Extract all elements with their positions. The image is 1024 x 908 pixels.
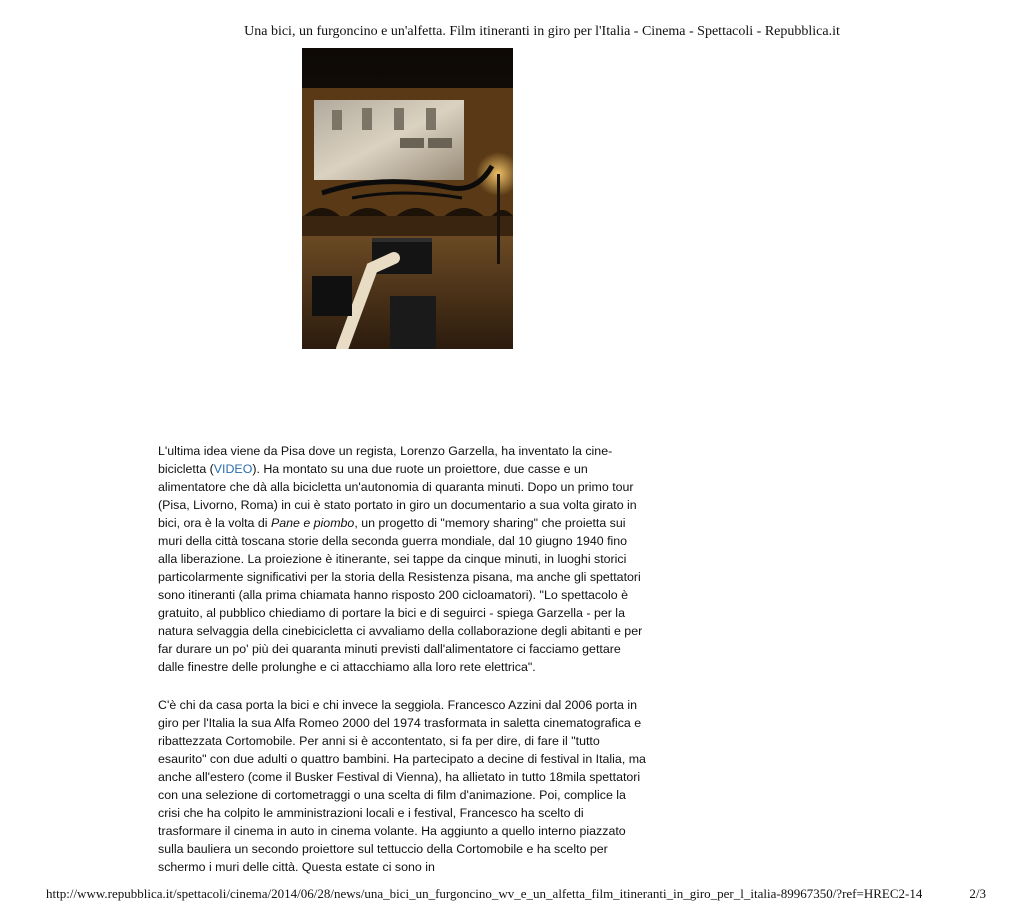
video-link[interactable]: VIDEO	[213, 462, 253, 476]
footer-url-link[interactable]: http://www.repubblica.it/spettacoli/cinema/2014/06/28/news/una_bici_un_furgoncino_wv_e_un_alfetta_film_itineranti_in_giro_per_l_italia-89967350/?ref=HREC2-14	[46, 886, 923, 901]
article-paragraph-2: C'è chi da casa porta la bici e chi invece la seggiola. Francesco Azzini dal 2006 porta in giro per l'Italia la sua Alfa Romeo 2000 del 1974 trasformata in saletta cinematografica e ribattezzata Cortomobile. Per anni si è accontentato, si fa per dire, di fare il "tutto esaurito" con due adulti o quattro bambini. Ha partecipato a decine di festival in Italia, ma anche all'estero (come il Busker Festival di Vienna), ha allietato in tutto 18mila spettatori con una selezione di cortometraggi o una scelta di film d'animazione. Poi, complice la crisi che ha colpito le amministrazioni locali e i festival, Francesco ha scelto di trasformare il cinema in auto in cinema volante. Ha aggiunto a quello interno piazzato sulla bauliera un secondo proiettore sul tettuccio della Cortomobile e ha scelto per schermo i muri delle città. Questa estate ci sono in	[158, 698, 646, 874]
page-number: 2/3	[969, 886, 986, 901]
article-photo	[302, 48, 513, 349]
work-title: Pane e piombo	[270, 516, 355, 530]
article-paragraph-1: L'ultima idea viene da Pisa dove un regista, Lorenzo Garzella, ha inventato la cine-bicicletta (VIDEO). Ha montato su una due ruote un proiettore, due casse e un alimentatore che dà alla bicicletta un'autonomia di quaranta minuti. Dopo un primo tour (Pisa, Livorno, Roma) in cui è stato portato in giro un documentario a sua volta girato in bici, ora è la volta di Pane e piombo, un progetto di "memory sharing" che proietta sui muri della città toscana storie della seconda guerra mondiale, dal 10 giugno 1940 fino alla liberazione. La proiezione è itinerante, sei tappe da cinque minuti, in luoghi storici particolarmente significativi per la storia della Resistenza pisana, ma anche gli spettatori sono itineranti (alla prima chiamata hanno risposto 200 cicloamatori). "Lo spettacolo è gratuito, al pubblico chiediamo di portare la bici e di seguirci - spiega Garzella - per la natura selvaggia della cinebicicletta ci avvaliamo della collaborazione degli abitanti e per far durare un po' più dei quaranta minuti previsti dall'alimentatore ci facciamo gettare dalle finestre delle prolunghe e ci attacchiamo alla loro rete elettrica".	[158, 444, 643, 674]
article-body	[158, 442, 646, 896]
photo-cinebicycle-image	[302, 48, 513, 349]
page-title: Una bici, un furgoncino e un'alfetta. Film itineranti in giro per l'Italia - Cinema - Spettacoli - Repubblica.it	[244, 24, 840, 39]
page-footer	[46, 886, 986, 902]
